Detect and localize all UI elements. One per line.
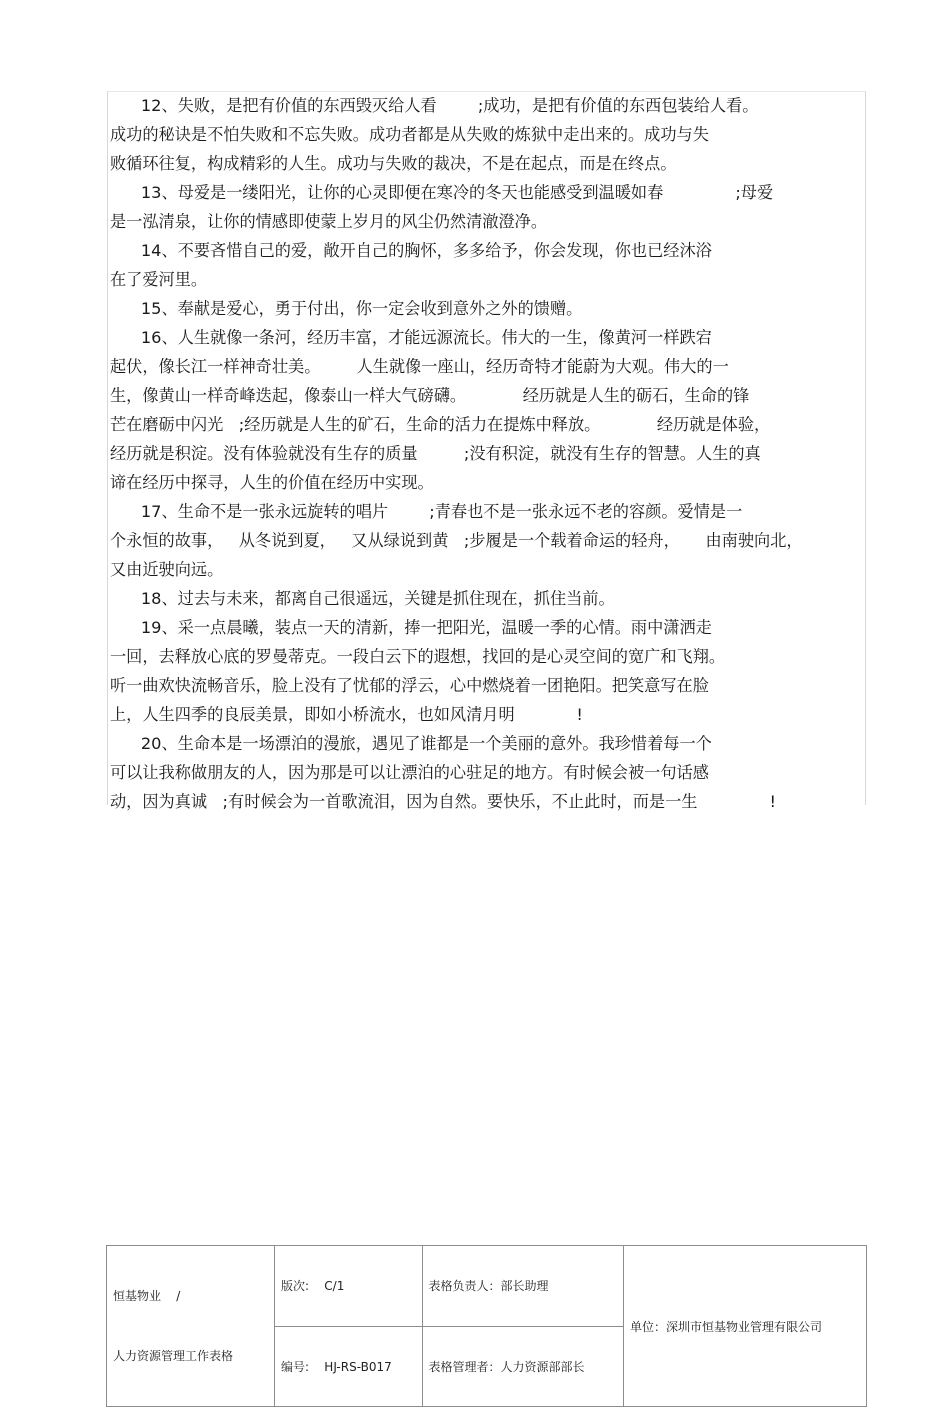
text-line: 17、生命不是一张永远旋转的唱片 ;青春也不是一张永远不老的容颜。爱情是一	[110, 502, 743, 521]
form-manager-cell: 表格管理者：人力资源部部长	[422, 1326, 623, 1407]
text-line: 败循环往复，构成精彩的人生。成功与失败的裁决，不是在起点，而是在终点。	[110, 154, 677, 173]
text-line: 起伏，像长江一样神奇壮美。 人生就像一座山，经历奇特才能蔚为大观。伟大的一	[110, 357, 729, 376]
text-line: 成功的秘诀是不怕失败和不忘失败。成功者都是从失败的炼狱中走出来的。成功与失	[110, 125, 709, 144]
text-line: 在了爱河里。	[110, 270, 208, 289]
form-owner-cell: 表格负责人：部长助理	[422, 1246, 623, 1327]
text-line: 听一曲欢快流畅音乐，脸上没有了忧郁的浮云，心中燃烧着一团艳阳。把笑意写在脸	[110, 676, 709, 695]
text-line: 可以让我称做朋友的人，因为那是可以让漂泊的心驻足的地方。有时候会被一句话感	[110, 763, 709, 782]
text-line: 个永恒的故事， 从冬说到夏， 又从绿说到黄 ;步履是一个载着命运的轻舟， 由南驶向北，	[110, 531, 803, 550]
text-line: 15、奉献是爱心，勇于付出，你一定会收到意外之外的馈赠。	[110, 299, 583, 318]
text-line: 14、不要吝惜自己的爱，敞开自己的胸怀，多多给予，你会发现，你也已经沐浴	[110, 241, 712, 260]
text-line: 芒在磨砺中闪光 ;经历就是人生的矿石，生命的活力在提炼中释放。 经历就是体验，	[110, 415, 771, 434]
text-line: 20、生命本是一场漂泊的漫旅，遇见了谁都是一个美丽的意外。我珍惜着每一个	[110, 734, 712, 753]
text-line: 13、母爱是一缕阳光，让你的心灵即便在寒冷的冬天也能感受到温暖如春 ;母爱	[110, 183, 774, 202]
text-line: 生，像黄山一样奇峰迭起，像泰山一样大气磅礴。 经历就是人生的砺石，生命的锋	[110, 386, 750, 405]
form-category: 人力资源管理工作表格	[113, 1349, 234, 1363]
text-line: 18、过去与未来，都离自己很遥远，关键是抓住现在，抓住当前。	[110, 589, 615, 608]
text-line: 19、采一点晨曦，装点一天的清新，捧一把阳光，温暖一季的心情。雨中潇洒走	[110, 618, 712, 637]
org-cell	[107, 1246, 275, 1407]
edition-cell: 版次: C/1	[275, 1246, 423, 1327]
form-number-cell: 编号: HJ-RS-B017	[275, 1326, 423, 1407]
text-line: 经历就是积淀。没有体验就没有生存的质量 ;没有积淀，就没有生存的智慧。人生的真	[110, 444, 761, 463]
text-line: 是一泓清泉，让你的情感即使蒙上岁月的风尘仍然清澈澄净。	[110, 212, 548, 231]
unit-cell: 单位：深圳市恒基物业管理有限公司	[624, 1246, 867, 1407]
text-line: 12、失败，是把有价值的东西毁灭给人看 ;成功，是把有价值的东西包装给人看。	[110, 96, 759, 115]
form-footer-table	[106, 1245, 867, 1407]
text-line: 一回，去释放心底的罗曼蒂克。一段白云下的遐想，找回的是心灵空间的宽广和飞翔。	[110, 647, 726, 666]
text-line: 上，人生四季的良辰美景，即如小桥流水，也如风清月明 !	[110, 705, 583, 724]
text-line: 谛在经历中探寻，人生的价值在经历中实现。	[110, 473, 434, 492]
text-line: 又由近驶向远。	[110, 560, 224, 579]
text-line: 16、人生就像一条河，经历丰富，才能远源流长。伟大的一生，像黄河一样跌宕	[110, 328, 712, 347]
org-name: 恒基物业 /	[113, 1289, 181, 1303]
text-line: 动，因为真诚 ;有时候会为一首歌流泪，因为自然。要快乐，不止此时，而是一生 !	[110, 792, 776, 811]
